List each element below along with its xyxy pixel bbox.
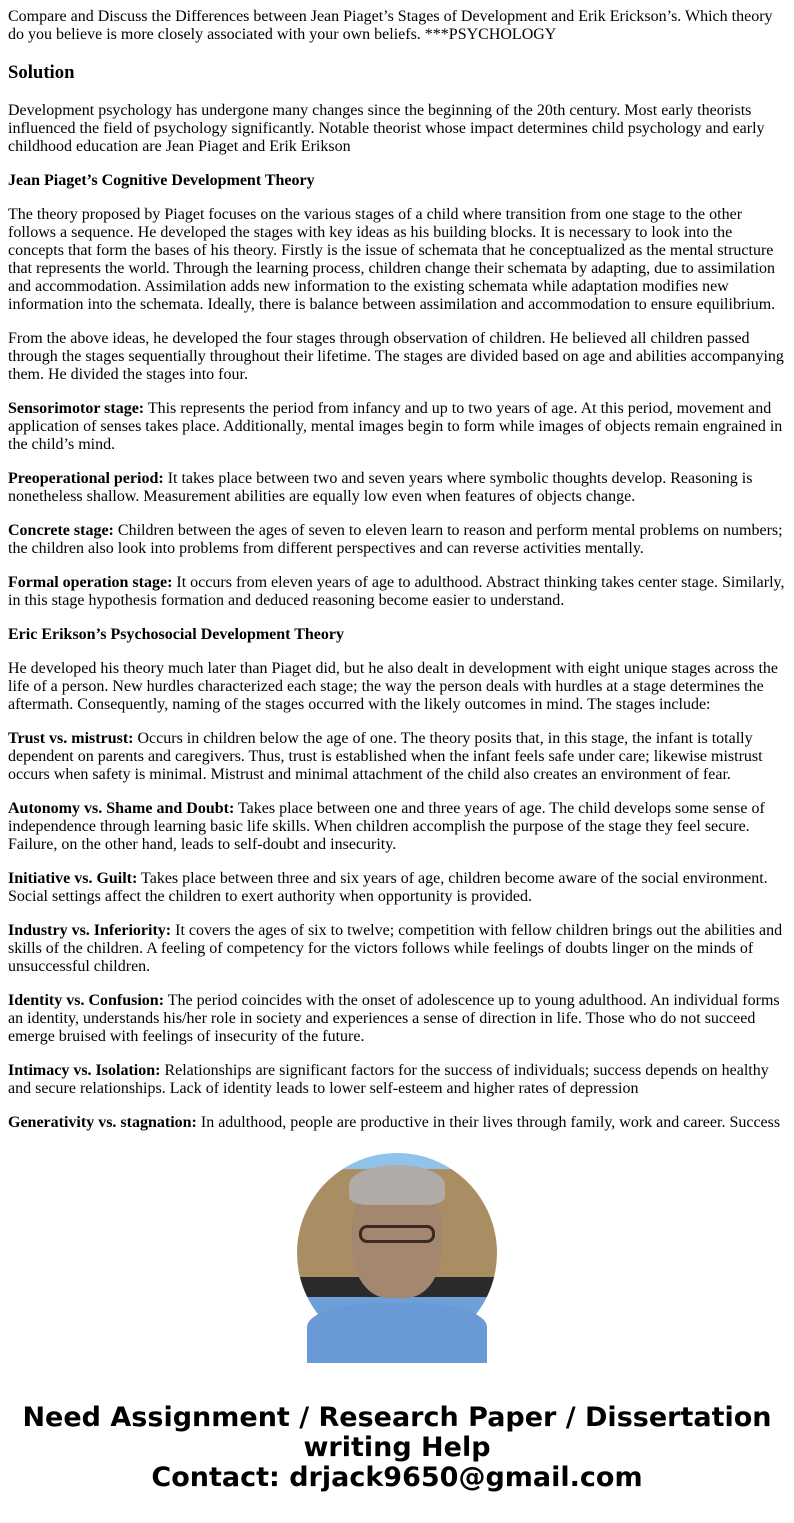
paragraph-heading: Generativity vs. stagnation: xyxy=(8,1114,197,1131)
paragraph xyxy=(8,400,786,454)
paragraph-text: Occurs in children below the age of one. The theory posits that, in this stage, the infant is totally dependent on parents and caregivers. Thus, trust is established when the infant feels safe under care; likewise mistrust occurs when safety is minimal. Mistrust and minimal attachment of the child also creates an environment of fear. xyxy=(8,730,763,783)
paragraph xyxy=(8,626,786,644)
question-text: Compare and Discuss the Differences between Jean Piaget’s Stages of Development and Erik Erickson’s. Which theory do you believe is more closely associated with your own beliefs. ***PSYCHOLOGY xyxy=(8,8,773,43)
contact-text: Contact: drjack9650@gmail.com xyxy=(151,1462,643,1493)
paragraph-text: It covers the ages of six to twelve; competition with fellow children brings out the abilities and skills of the children. A feeling of competency for the victors follows while feelings of doubts linger on the minds of unsuccessful children. xyxy=(8,922,783,975)
paragraph-heading: Trust vs. mistrust: xyxy=(8,730,134,747)
paragraph xyxy=(8,992,786,1046)
paragraph-heading: Preoperational period: xyxy=(8,470,164,487)
paragraph-heading: Concrete stage: xyxy=(8,522,114,539)
paragraph-text: It occurs from eleven years of age to adulthood. Abstract thinking takes center stage. Similarly, in this stage hypothesis formation and deduced reasoning become easier to understand. xyxy=(8,574,785,609)
paragraph-heading: Jean Piaget’s Cognitive Development Theory xyxy=(8,172,315,189)
paragraph xyxy=(8,922,786,976)
paragraph-text: He developed his theory much later than Piaget did, but he also dealt in development with eight unique stages across the life of a person. New hurdles characterized each stage; the way the person deals with hurdles at a stage determines the aftermath. Consequently, naming of the stages occurred with the likely outcomes in mind. The stages include: xyxy=(8,660,779,713)
paragraph-heading: Intimacy vs. Isolation: xyxy=(8,1062,161,1079)
paragraph xyxy=(8,800,786,854)
paragraph xyxy=(8,870,786,906)
paragraph xyxy=(8,1114,786,1132)
paragraph-text: The period coincides with the onset of adolescence up to young adulthood. An individual forms an identity, understands his/her role in society and experiences a sense of direction in life. Those who do not succeed emerge bruised with feelings of insecurity of the future. xyxy=(8,992,780,1045)
paragraph-heading: Industry vs. Inferiority: xyxy=(8,922,172,939)
paragraph-heading: Formal operation stage: xyxy=(8,574,173,591)
paragraph-text: This represents the period from infancy and up to two years of age. At this period, movement and application of senses takes place. Additionally, mental images begin to form while images of objects remain engrained in the child’s mind. xyxy=(8,400,783,453)
paragraph xyxy=(8,574,786,610)
paragraph xyxy=(8,102,786,156)
promo-footer xyxy=(0,1403,794,1493)
paragraph xyxy=(8,660,786,714)
paragraph-text: The theory proposed by Piaget focuses on the various stages of a child where transition from one stage to the other follows a sequence. He developed the stages with key ideas as his building blocks. It is necessary to look into the concepts that form the bases of his theory. Firstly is the issue of schemata that he conceptualized as the mental structure that represents the world. Through the learning process, children change their schemata by adapting, due to assimilation and accommodation. Assimilation adds new information to the existing schemata while adaptation modifies new information into the schemata. Ideally, there is balance between assimilation and accommodation to ensure equilibrium. xyxy=(8,206,776,313)
paragraph-heading: Eric Erikson’s Psychosocial Development Theory xyxy=(8,626,344,643)
paragraph xyxy=(8,470,786,506)
paragraph-text: Relationships are significant factors for the success of individuals; success depends on healthy and secure relationships. Lack of identity leads to lower self-esteem and higher rates of depression xyxy=(8,1062,769,1097)
paragraph-heading: Autonomy vs. Shame and Doubt: xyxy=(8,800,235,817)
paragraph-text: Development psychology has undergone many changes since the beginning of the 20th century. Most early theorists influenced the field of psychology significantly. Notable theorist whose impact determines child psychology and early childhood education are Jean Piaget and Erik Erikson xyxy=(8,102,765,155)
paragraph-text: From the above ideas, he developed the four stages through observation of children. He believed all children passed through the stages sequentially throughout their lifetime. The stages are divided based on age and abilities accompanying them. He divided the stages into four. xyxy=(8,330,784,383)
solution-heading: Solution xyxy=(8,62,75,83)
paragraph-text: Takes place between three and six years of age, children become aware of the social environment. Social settings affect the children to exert authority when opportunity is provided. xyxy=(8,870,768,905)
paragraph xyxy=(8,522,786,558)
paragraph-heading: Identity vs. Confusion: xyxy=(8,992,165,1009)
paragraph-heading: Sensorimotor stage: xyxy=(8,400,145,417)
paragraph-text: In adulthood, people are productive in their lives through family, work and career. Success xyxy=(196,1114,781,1131)
paragraph xyxy=(8,172,786,190)
promo-text: Need Assignment / Research Paper / Dissertation writing Help xyxy=(22,1402,772,1463)
paragraph xyxy=(8,730,786,784)
paragraph-text: Children between the ages of seven to eleven learn to reason and perform mental problems on numbers; the children also look into problems from different perspectives and can reverse activities mentally. xyxy=(8,522,783,557)
paragraph-text: Takes place between one and three years of age. The child develops some sense of independence through learning basic life skills. When children accomplish the purpose of the stage they feel secure. Failure, on the other hand, leads to self-doubt and insecurity. xyxy=(8,800,765,853)
paragraph-heading: Initiative vs. Guilt: xyxy=(8,870,138,887)
paragraph xyxy=(8,330,786,384)
solution-body xyxy=(8,102,786,1132)
paragraph-text: It takes place between two and seven years where symbolic thoughts develop. Reasoning is nonetheless shallow. Measurement abilities are equally low even when features of objects change. xyxy=(8,470,753,505)
author-avatar xyxy=(297,1153,497,1353)
paragraph xyxy=(8,206,786,314)
paragraph xyxy=(8,1062,786,1098)
